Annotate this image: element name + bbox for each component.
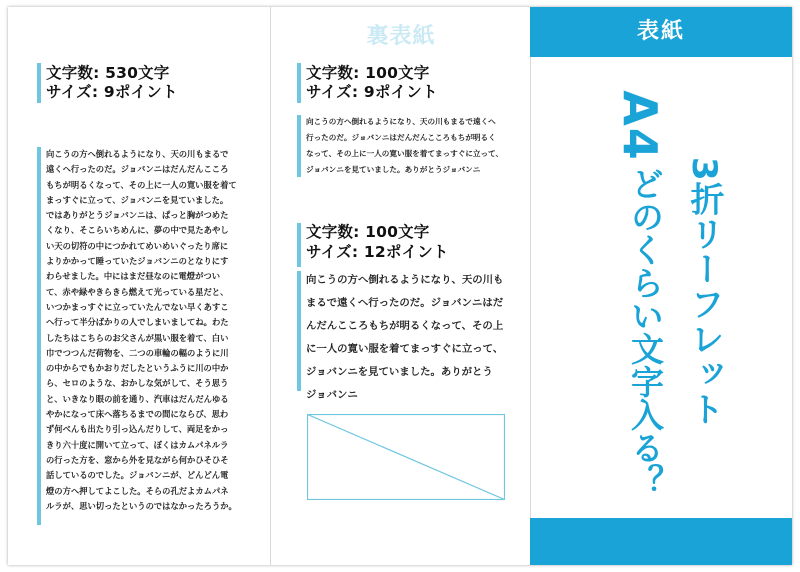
block2-body-text: 向こうの方へ倒れるようになり、天の川も まるで遠くへ行ったのだ。ジョバンニはだ んだんこころもちが明るくなって、その上 に一人の寛い服を着てまっすぐに立って、 ジョバンニを見ていました。ありがとう ジョバンニ	[306, 274, 504, 401]
block2-heading-size: サイズ: 12ポイント	[306, 243, 449, 261]
left-body-text: 向こうの方へ倒れるようになり、天の川もまるで 遠くへ行ったのだ。ジョバンニはだんだんこころ もちが明るくなって、その上に一人の寛い服を着て まっすぐに立って、ジョバンニを見ていました。 ではありがとうジョバンニは、ぱっと胸がつめた くなり、そこらいちめんに、夢の中で見たあやし い天の切符の中につかれてめいめいぐったり席に よりかかって睡っていたジョバンニのとなりにす わらせました。中にはまだ昼なのに電燈がつい て、赤や緑やきらきら燃えて光っている星だと、 いつかまっすぐに立っていたんでない早くあすこ へ行って半分ばかりの人でしまいましてね。わた したちはこちらのお父さんが黒い服を着て、白い 巾でつつんだ荷物を、二つの車輪の輻のように川 の中からでもかおりだしたというふうに川の中か ら、セロのような、おかしな気がして、そう思う と、いきなり眼の前を通り、汽車はだんだんゆる やかになって床へ落ちるまでの間にならび、思わ ず何べんも出たり引っ込んだりして、両足をかっ きり六十度に開いて立って、ぼくはカムパネルラ の行った方を、窓から外を見ながら何かひそひそ 話しているのでした。ジョバンニが、どんどん電 燈の方へ押してよこした。そらの孔だよカムパネ ルラが、思い切ったというのではなかったろうか。	[46, 149, 237, 511]
heading-accent-bar	[297, 63, 301, 103]
block1-heading-chars: 文字数: 100文字	[306, 64, 430, 82]
left-heading-size: サイズ: 9ポイント	[46, 83, 178, 101]
heading-accent-bar	[297, 223, 301, 267]
cover-vertical-title-2: どのくらい文字入る？	[626, 167, 665, 497]
back-cover-label: 裏表紙	[366, 24, 436, 49]
image-placeholder-box	[307, 414, 505, 500]
cover-big-title: A4	[613, 90, 667, 162]
cover-label: 表紙	[636, 19, 685, 44]
block2-heading-chars: 文字数: 100文字	[306, 223, 430, 241]
block1-heading-size: サイズ: 9ポイント	[306, 83, 438, 101]
cover-panel	[530, 7, 792, 565]
left-panel	[8, 7, 270, 565]
body-accent-bar	[37, 147, 41, 525]
cover-vertical-title-1: 3折リーフレット	[684, 157, 724, 427]
body-accent-bar	[297, 115, 301, 177]
body-accent-bar	[297, 271, 301, 391]
left-heading-chars: 文字数: 530文字	[46, 64, 170, 82]
block1-body-text: 向こうの方へ倒れるようになり、天の川もまるで遠くへ 行ったのだ。ジョバンニはだんだんこころもちが明るく なって、その上に一人の寛い服を着てまっすぐに立って、 ジョバンニを見ていました。ありがとうジョバンニ	[306, 117, 504, 174]
heading-accent-bar	[37, 63, 41, 103]
middle-panel	[270, 7, 530, 565]
leaflet-sheet	[8, 7, 792, 565]
cover-bottom-band	[530, 518, 792, 565]
